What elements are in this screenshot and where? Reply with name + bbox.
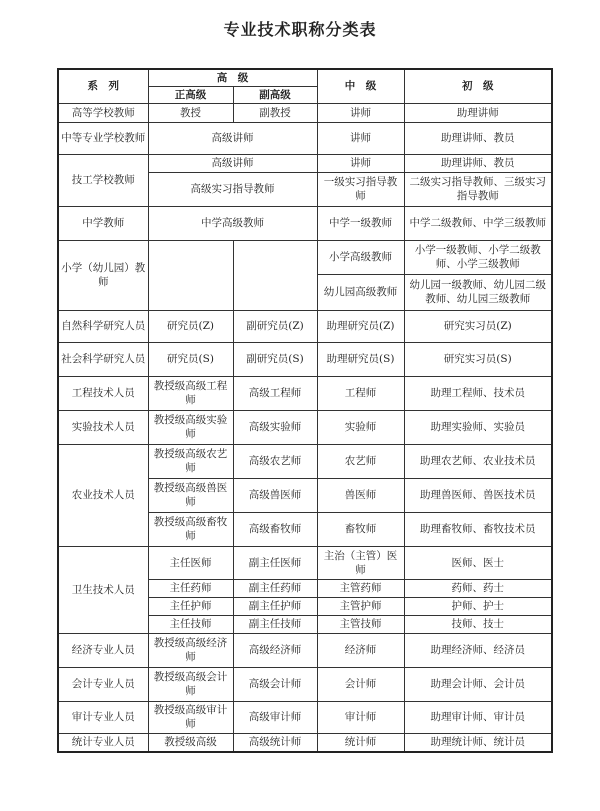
table-row (58, 667, 552, 701)
middle-cell: 讲师 (317, 103, 404, 122)
full-senior-cell: 教授级高级会计师 (148, 667, 233, 701)
deputy-senior-cell: 高级农艺师 (233, 444, 317, 478)
junior-cell: 助理畜牧师、畜牧技术员 (404, 512, 552, 546)
middle-cell: 经济师 (317, 633, 404, 667)
deputy-senior-cell: 副主任技师 (233, 615, 317, 633)
junior-cell: 助理兽医师、兽医技术员 (404, 478, 552, 512)
full-senior-cell: 教授 (148, 103, 233, 122)
header-series: 系 列 (58, 69, 148, 103)
middle-cell: 主管护师 (317, 597, 404, 615)
table-row (58, 310, 552, 342)
full-senior-cell: 教授级高级审计师 (148, 701, 233, 733)
empty-cell (148, 240, 233, 310)
junior-cell: 幼儿园一级教师、幼儿园二级教师、幼儿园三级教师 (404, 274, 552, 310)
full-senior-cell: 教授级高级工程师 (148, 376, 233, 410)
deputy-senior-cell: 高级审计师 (233, 701, 317, 733)
deputy-senior-cell: 高级经济师 (233, 633, 317, 667)
deputy-senior-cell: 高级工程师 (233, 376, 317, 410)
middle-cell: 幼儿园高级教师 (317, 274, 404, 310)
deputy-senior-cell: 高级畜牧师 (233, 512, 317, 546)
middle-cell: 会计师 (317, 667, 404, 701)
middle-cell: 主管药师 (317, 579, 404, 597)
junior-cell: 二级实习指导教师、三级实习指导教师 (404, 172, 552, 206)
table-row (58, 733, 552, 752)
deputy-senior-cell: 高级实验师 (233, 410, 317, 444)
full-senior-cell: 研究员(S) (148, 342, 233, 376)
table-row (58, 103, 552, 122)
table-row (58, 122, 552, 154)
middle-cell: 助理研究员(Z) (317, 310, 404, 342)
junior-cell: 研究实习员(S) (404, 342, 552, 376)
full-senior-cell: 主任技师 (148, 615, 233, 633)
middle-cell: 畜牧师 (317, 512, 404, 546)
deputy-senior-cell: 高级统计师 (233, 733, 317, 752)
table-row (58, 206, 552, 240)
title-classification-table (57, 68, 553, 753)
table-row (58, 701, 552, 733)
senior-cell: 高级讲师 (148, 154, 317, 172)
series-cell: 自然科学研究人员 (58, 310, 148, 342)
table-row (58, 410, 552, 444)
junior-cell: 助理讲师、教员 (404, 122, 552, 154)
middle-cell: 工程师 (317, 376, 404, 410)
deputy-senior-cell: 副主任护师 (233, 597, 317, 615)
series-cell: 经济专业人员 (58, 633, 148, 667)
junior-cell: 助理工程师、技术员 (404, 376, 552, 410)
table-row (58, 633, 552, 667)
series-cell: 高等学校教师 (58, 103, 148, 122)
series-cell: 中学教师 (58, 206, 148, 240)
empty-cell (233, 240, 317, 310)
header-middle: 中 级 (317, 69, 404, 103)
middle-cell: 小学高级教师 (317, 240, 404, 274)
junior-cell: 中学二级教师、中学三级教师 (404, 206, 552, 240)
table-row (58, 376, 552, 410)
series-cell: 中等专业学校教师 (58, 122, 148, 154)
full-senior-cell: 主任医师 (148, 546, 233, 579)
deputy-senior-cell: 副研究员(S) (233, 342, 317, 376)
series-cell: 小学（幼儿园）教师 (58, 240, 148, 310)
middle-cell: 助理研究员(S) (317, 342, 404, 376)
full-senior-cell: 教授级高级经济师 (148, 633, 233, 667)
full-senior-cell: 主任药师 (148, 579, 233, 597)
full-senior-cell: 教授级高级农艺师 (148, 444, 233, 478)
series-cell: 农业技术人员 (58, 444, 148, 546)
junior-cell: 研究实习员(Z) (404, 310, 552, 342)
deputy-senior-cell: 副研究员(Z) (233, 310, 317, 342)
full-senior-cell: 教授级高级 (148, 733, 233, 752)
middle-cell: 审计师 (317, 701, 404, 733)
junior-cell: 助理经济师、经济员 (404, 633, 552, 667)
full-senior-cell: 研究员(Z) (148, 310, 233, 342)
junior-cell: 助理农艺师、农业技术员 (404, 444, 552, 478)
full-senior-cell: 教授级高级兽医师 (148, 478, 233, 512)
series-cell: 工程技术人员 (58, 376, 148, 410)
series-cell: 实验技术人员 (58, 410, 148, 444)
table-row (58, 342, 552, 376)
junior-cell: 技师、技士 (404, 615, 552, 633)
middle-cell: 统计师 (317, 733, 404, 752)
deputy-senior-cell: 高级兽医师 (233, 478, 317, 512)
junior-cell: 护师、护士 (404, 597, 552, 615)
junior-cell: 助理讲师 (404, 103, 552, 122)
middle-cell: 讲师 (317, 154, 404, 172)
deputy-senior-cell: 副主任药师 (233, 579, 317, 597)
table-row (58, 546, 552, 579)
deputy-senior-cell: 高级会计师 (233, 667, 317, 701)
middle-cell: 农艺师 (317, 444, 404, 478)
full-senior-cell: 教授级高级畜牧师 (148, 512, 233, 546)
junior-cell: 助理实验师、实验员 (404, 410, 552, 444)
senior-cell: 中学高级教师 (148, 206, 317, 240)
junior-cell: 医师、医士 (404, 546, 552, 579)
middle-cell: 主治（主管）医师 (317, 546, 404, 579)
junior-cell: 助理统计师、统计员 (404, 733, 552, 752)
table-row (58, 154, 552, 172)
table-row (58, 240, 552, 274)
series-cell: 社会科学研究人员 (58, 342, 148, 376)
junior-cell: 助理会计师、会计员 (404, 667, 552, 701)
series-cell: 会计专业人员 (58, 667, 148, 701)
senior-cell: 高级讲师 (148, 122, 317, 154)
middle-cell: 实验师 (317, 410, 404, 444)
header-senior: 高 级 (148, 69, 317, 86)
junior-cell: 小学一级教师、小学二级教师、小学三级教师 (404, 240, 552, 274)
table-row (58, 444, 552, 478)
junior-cell: 药师、药士 (404, 579, 552, 597)
junior-cell: 助理讲师、教员 (404, 154, 552, 172)
full-senior-cell: 教授级高级实验师 (148, 410, 233, 444)
deputy-senior-cell: 副主任医师 (233, 546, 317, 579)
middle-cell: 兽医师 (317, 478, 404, 512)
series-cell: 统计专业人员 (58, 733, 148, 752)
middle-cell: 一级实习指导教师 (317, 172, 404, 206)
header-junior: 初 级 (404, 69, 552, 103)
middle-cell: 中学一级教师 (317, 206, 404, 240)
header-full-senior: 正高级 (148, 86, 233, 103)
series-cell: 技工学校教师 (58, 154, 148, 206)
middle-cell: 主管技师 (317, 615, 404, 633)
junior-cell: 助理审计师、审计员 (404, 701, 552, 733)
deputy-senior-cell: 副教授 (233, 103, 317, 122)
page-title: 专业技术职称分类表 (223, 20, 377, 39)
series-cell: 审计专业人员 (58, 701, 148, 733)
full-senior-cell: 主任护师 (148, 597, 233, 615)
series-cell: 卫生技术人员 (58, 546, 148, 633)
senior-cell: 高级实习指导教师 (148, 172, 317, 206)
middle-cell: 讲师 (317, 122, 404, 154)
header-deputy-senior: 副高级 (233, 86, 317, 103)
